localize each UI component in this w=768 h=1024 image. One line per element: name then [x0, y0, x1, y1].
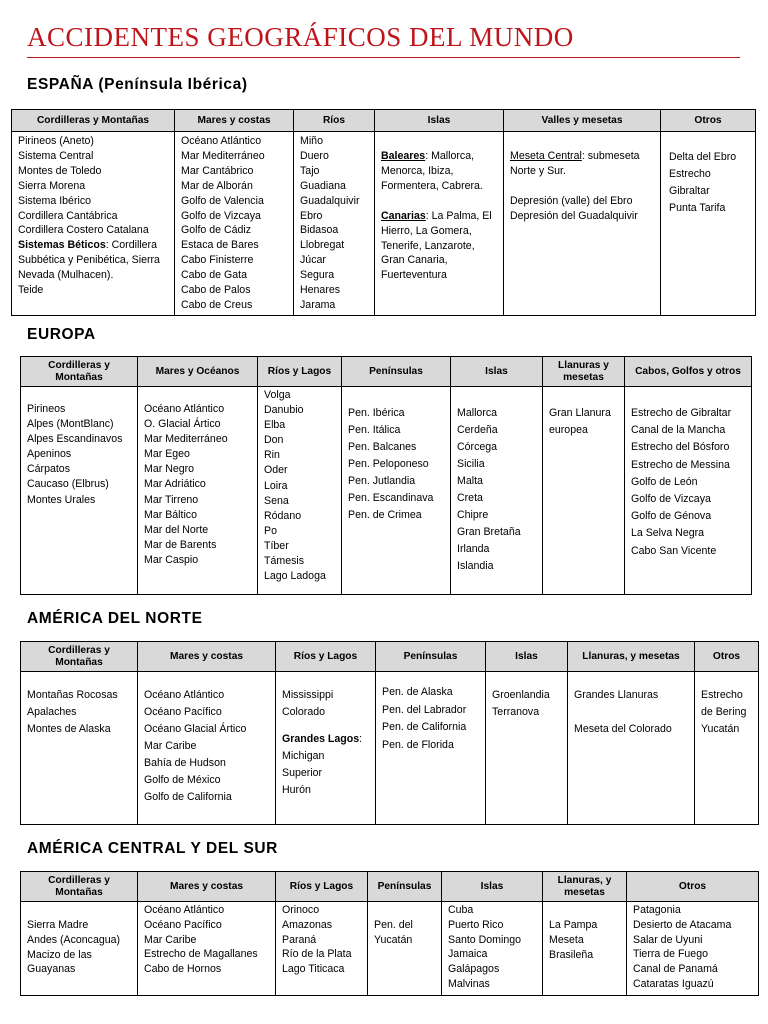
list-item: Sierra Madre: [27, 919, 89, 931]
list-item: Rin: [264, 449, 280, 462]
list-item: Pen. de Florida: [382, 738, 454, 751]
list-item: Bahía de Hudson: [144, 757, 226, 769]
list-item: Cordillera Costero Catalana: [18, 224, 149, 237]
islands-cell: [486, 672, 568, 825]
column-header: Cordilleras y Montañas: [21, 642, 138, 672]
list-item: Groenlandia: [492, 689, 550, 701]
list-item: Estrecho de Magallanes: [144, 948, 258, 961]
list-item: Cataratas Iguazú: [633, 977, 714, 990]
list-item: Mar Tirreno: [144, 493, 199, 506]
list-item: O. Glacial Ártico: [144, 418, 221, 431]
table-header-row: [21, 642, 759, 672]
list-item: Mar Mediterráneo: [181, 149, 265, 162]
list-item: Guadalquivir: [300, 194, 360, 207]
list-item: Mar del Norte: [144, 523, 209, 536]
column-header: Cordilleras y Montañas: [12, 110, 175, 132]
list-item: Cabo de Creus: [181, 298, 253, 311]
list-item: Malvinas: [448, 977, 490, 990]
column-header: Islas: [375, 110, 504, 132]
list-item: Mar Mediterráneo: [144, 433, 228, 446]
islands-cell: [442, 902, 543, 996]
list-item: Salar de Uyuni: [633, 933, 703, 946]
table-header-row: [21, 357, 752, 387]
list-item: Galápagos: [448, 963, 500, 976]
list-item: Cuba: [448, 904, 474, 916]
column-header: Islas: [486, 642, 568, 672]
list-item: Mar Caribe: [144, 933, 197, 946]
baleares-entry: [381, 149, 497, 194]
spacer: [574, 704, 688, 721]
list-item: Meseta del Colorado: [574, 723, 672, 735]
meseta-text: : submeseta Norte y Sur.: [510, 150, 640, 177]
list-item: Cabo Finisterre: [181, 254, 254, 267]
list-item: Chipre: [457, 509, 489, 521]
list-item: Córcega: [457, 441, 498, 453]
list-item: Depresión del Guadalquivir: [510, 209, 638, 222]
list-item: [18, 238, 168, 283]
list-item: Santo Domingo: [448, 933, 522, 946]
column-header: Otros: [661, 110, 756, 132]
list-item: La Selva Negra: [631, 527, 705, 540]
spain-table: [11, 109, 756, 316]
list-item: Golfo de California: [144, 791, 232, 803]
column-header: Mares y costas: [138, 642, 276, 672]
title-underline: [27, 57, 740, 58]
list-item: Sicilia: [457, 458, 485, 470]
baleares-label: Baleares: [381, 150, 426, 162]
list-item: Golfo de Vizcaya: [631, 493, 711, 506]
list-item: Cabo de Gata: [181, 269, 247, 282]
mountains-cell: [21, 672, 138, 825]
list-item: Río de la Plata: [282, 948, 352, 961]
table-row: [21, 902, 759, 996]
list-item: Superior: [282, 767, 323, 779]
list-item: Golfo de Valencia: [181, 194, 264, 207]
column-header: Llanuras y mesetas: [543, 357, 625, 387]
list-item: Lago Titicaca: [282, 963, 345, 976]
list-item: Yucatán: [701, 723, 740, 735]
list-item: Cerdeña: [457, 424, 498, 436]
section-title-south-america: AMÉRICA CENTRAL Y DEL SUR: [27, 840, 278, 857]
list-item: Pen. de Crimea: [348, 509, 422, 521]
list-item: Tajo: [300, 164, 320, 177]
list-item: Pen. del: [374, 919, 413, 931]
list-item: Tíber: [264, 539, 289, 552]
baleares-text: : Mallorca, Menorca, Ibiza, Formentera, Cabrera.: [381, 150, 483, 192]
list-item: Malta: [457, 475, 483, 487]
list-item: Punta Tarifa: [669, 202, 726, 214]
column-header: Otros: [627, 872, 759, 902]
list-item: Po: [264, 524, 277, 537]
list-item: Guadiana: [300, 179, 346, 192]
islands-cell: [451, 387, 543, 595]
list-item: Océano Pacífico: [144, 918, 222, 931]
list-item: Oder: [264, 464, 288, 477]
mountains-cell: [21, 387, 138, 595]
list-item: Mississippi: [282, 689, 334, 701]
list-item: Duero: [300, 149, 329, 162]
list-item: Ebro: [300, 209, 323, 222]
list-item: Depresión (valle) del Ebro: [510, 194, 633, 207]
list-item: Estrecho de Messina: [631, 458, 730, 471]
list-item: Golfo de Cádiz: [181, 224, 252, 237]
list-item: Pen. Ibérica: [348, 407, 405, 419]
list-item: Cárpatos: [27, 463, 70, 476]
spacer: [510, 179, 654, 194]
seas-cell: [175, 132, 294, 316]
canarias-entry: [381, 209, 497, 284]
list-item: Cabo de Hornos: [144, 963, 222, 976]
great-lakes-colon: :: [359, 733, 363, 745]
section-title-spain: ESPAÑA (Península Ibérica): [27, 76, 248, 93]
list-item: Mar de Alborán: [181, 179, 253, 192]
list-item: europea: [549, 424, 588, 436]
list-item: Montes de Toledo: [18, 164, 102, 177]
list-item: Elba: [264, 419, 286, 432]
list-item: Macizo de las: [27, 948, 92, 961]
column-header: Cordilleras y Montañas: [21, 357, 138, 387]
column-header: Islas: [442, 872, 543, 902]
list-item: Segura: [300, 269, 335, 282]
list-item: Guayanas: [27, 963, 76, 976]
mountains-cell: [12, 132, 175, 316]
list-item: Gran Llanura: [549, 407, 611, 419]
list-item: Apeninos: [27, 448, 72, 461]
others-cell: [661, 132, 756, 316]
column-header: Penínsulas: [342, 357, 451, 387]
list-item: Patagonia: [633, 904, 681, 916]
column-header: Penínsulas: [376, 642, 486, 672]
meseta-entry: [510, 149, 654, 179]
list-item: Júcar: [300, 254, 326, 267]
great-lakes-label: Grandes Lagos: [282, 733, 360, 745]
table-header-row: [12, 110, 756, 132]
list-item: Tierra de Fuego: [633, 948, 708, 961]
list-item: Creta: [457, 492, 483, 504]
column-header: Ríos y Lagos: [276, 642, 376, 672]
list-item: Océano Glacial Ártico: [144, 723, 247, 735]
meseta-label: Meseta Central: [510, 150, 582, 162]
list-item: Mar de Barents: [144, 538, 217, 551]
list-item: Teide: [18, 284, 44, 297]
others-cell: [695, 672, 759, 825]
north-america-table: [20, 641, 759, 825]
list-item: Miño: [300, 135, 323, 147]
list-item: Lago Ladoga: [264, 570, 326, 583]
list-item: Gran Bretaña: [457, 526, 521, 538]
list-item: Amazonas: [282, 918, 333, 931]
list-item: Golfo de Vizcaya: [181, 209, 261, 222]
list-item: Danubio: [264, 404, 304, 417]
islands-cell: [375, 132, 504, 316]
list-item: Henares: [300, 284, 341, 297]
seas-cell: [138, 672, 276, 825]
list-item: Estrecho del Bósforo: [631, 441, 730, 454]
list-item: Mar Egeo: [144, 448, 190, 461]
list-item: Cabo de Palos: [181, 284, 251, 297]
list-item: Mar Caspio: [144, 553, 199, 566]
list-item: Volga: [264, 389, 291, 401]
list-item: Cordillera Cantábrica: [18, 209, 118, 222]
list-item: Terranova: [492, 706, 540, 718]
list-item: Mar Adriático: [144, 478, 206, 491]
list-item: Canal de la Mancha: [631, 424, 726, 437]
peninsulas-cell: [368, 902, 442, 996]
list-item: La Pampa: [549, 919, 598, 931]
list-item: Andes (Aconcagua): [27, 933, 121, 946]
plains-cell: [568, 672, 695, 825]
list-item: Ródano: [264, 509, 302, 522]
table-row: [21, 672, 759, 825]
list-item: Pen. Balcanes: [348, 441, 417, 453]
list-item: Océano Atlántico: [144, 689, 225, 701]
list-item: Michigan: [282, 750, 325, 762]
table-row: [12, 132, 756, 316]
column-header: Valles y mesetas: [504, 110, 661, 132]
list-item: Mar Cantábrico: [181, 164, 254, 177]
table-row: [21, 387, 752, 595]
list-item: Desierto de Atacama: [633, 918, 732, 931]
beticos-text: : Cordillera Subbética y Penibética, Sierra Nevada (Mulhacen).: [18, 239, 160, 282]
list-item: Estaca de Bares: [181, 239, 259, 252]
column-header: Otros: [695, 642, 759, 672]
list-item: Estrecho Gibraltar: [669, 168, 711, 197]
list-item: Hurón: [282, 784, 311, 796]
section-title-north-america: AMÉRICA DEL NORTE: [27, 610, 203, 627]
canarias-label: Canarias: [381, 209, 426, 222]
list-item: Colorado: [282, 706, 325, 718]
column-header: Mares y costas: [175, 110, 294, 132]
list-item: Sistema Ibérico: [18, 194, 92, 207]
column-header: Llanuras, y mesetas: [543, 872, 627, 902]
list-item: Mar Negro: [144, 463, 195, 476]
column-header: Ríos y Lagos: [276, 872, 368, 902]
list-item: Pen. de Alaska: [382, 686, 453, 698]
list-item: Delta del Ebro: [669, 151, 737, 163]
list-item: Mar Báltico: [144, 508, 197, 521]
peninsulas-cell: [342, 387, 451, 595]
list-item: Pirineos: [27, 403, 66, 415]
list-item: Estrecho de Gibraltar: [631, 407, 732, 419]
column-header: Islas: [451, 357, 543, 387]
great-lakes-heading: [282, 731, 369, 748]
list-item: Irlanda: [457, 543, 490, 555]
list-item: Alpes (MontBlanc): [27, 418, 114, 431]
column-header: Mares y Océanos: [138, 357, 258, 387]
list-item: Montes Urales: [27, 493, 96, 506]
list-item: Montes de Alaska: [27, 723, 111, 735]
list-item: Jarama: [300, 298, 336, 311]
list-item: Islandia: [457, 560, 494, 572]
list-item: Sierra Morena: [18, 179, 86, 192]
column-header: Penínsulas: [368, 872, 442, 902]
list-item: Estrecho: [701, 689, 743, 701]
list-item: Pen. Jutlandia: [348, 475, 416, 487]
list-item: Apalaches: [27, 706, 77, 718]
list-item: Támesis: [264, 555, 305, 568]
page-title: ACCIDENTES GEOGRÁFICOS DEL MUNDO: [27, 22, 574, 52]
plains-cell: [543, 387, 625, 595]
list-item: Don: [264, 434, 284, 447]
rivers-cell: [276, 672, 376, 825]
list-item: Sistema Central: [18, 149, 94, 162]
list-item: Puerto Rico: [448, 918, 504, 931]
list-item: Caucaso (Elbrus): [27, 478, 109, 491]
mountains-cell: [21, 902, 138, 996]
column-header: Llanuras, y mesetas: [568, 642, 695, 672]
list-item: Pen. Itálica: [348, 424, 401, 436]
list-item: Pen. Escandinava: [348, 492, 434, 504]
list-item: Océano Atlántico: [144, 904, 225, 916]
canarias-text: : La Palma, El Hierro, La Gomera, Tenerife, Lanzarote, Gran Canaria, Fuerteventura: [381, 209, 492, 282]
south-america-table: [20, 871, 759, 996]
rivers-cell: [258, 387, 342, 595]
spacer: [282, 721, 369, 731]
europe-table: [20, 356, 752, 595]
list-item: Canal de Panamá: [633, 963, 718, 976]
list-item: Pen. de California: [382, 721, 467, 733]
column-header: Cabos, Golfos y otros: [625, 357, 752, 387]
list-item: Pirineos (Aneto): [18, 135, 94, 147]
column-header: Ríos y Lagos: [258, 357, 342, 387]
list-item: Paraná: [282, 933, 317, 946]
beticos-label: Sistemas Béticos: [18, 239, 106, 252]
list-item: Pen. del Labrador: [382, 703, 467, 716]
seas-cell: [138, 902, 276, 996]
others-cell: [625, 387, 752, 595]
list-item: Loira: [264, 479, 288, 492]
list-item: Llobregat: [300, 239, 345, 252]
list-item: Cabo San Vicente: [631, 544, 717, 557]
list-item: Yucatán: [374, 933, 413, 946]
column-header: Ríos: [294, 110, 375, 132]
list-item: Mar Caribe: [144, 740, 197, 752]
list-item: Océano Atlántico: [181, 135, 262, 147]
list-item: Alpes Escandinavos: [27, 433, 123, 446]
list-item: Mallorca: [457, 407, 498, 419]
list-item: Orinoco: [282, 904, 320, 916]
list-item: Sena: [264, 494, 289, 507]
column-header: Cordilleras y Montañas: [21, 872, 138, 902]
rivers-cell: [276, 902, 368, 996]
list-item: Jamaica: [448, 948, 488, 961]
spacer: [381, 194, 497, 209]
others-cell: [627, 902, 759, 996]
valleys-cell: [504, 132, 661, 316]
rivers-cell: [294, 132, 375, 316]
seas-cell: [138, 387, 258, 595]
peninsulas-cell: [376, 672, 486, 825]
list-item: Golfo de Génova: [631, 510, 712, 523]
list-item: Pen. Peloponeso: [348, 458, 429, 470]
list-item: Golfo de México: [144, 774, 221, 786]
table-header-row: [21, 872, 759, 902]
list-item: Océano Pacífico: [144, 706, 222, 718]
list-item: Bidasoa: [300, 224, 339, 237]
section-title-europe: EUROPA: [27, 326, 96, 343]
list-item: Meseta: [549, 933, 584, 946]
list-item: Golfo de León: [631, 475, 698, 488]
list-item: de Bering: [701, 706, 747, 718]
list-item: Montañas Rocosas: [27, 689, 118, 701]
plains-cell: [543, 902, 627, 996]
list-item: Brasileña: [549, 948, 594, 961]
list-item: Grandes Llanuras: [574, 689, 659, 701]
list-item: Océano Atlántico: [144, 403, 225, 415]
column-header: Mares y costas: [138, 872, 276, 902]
